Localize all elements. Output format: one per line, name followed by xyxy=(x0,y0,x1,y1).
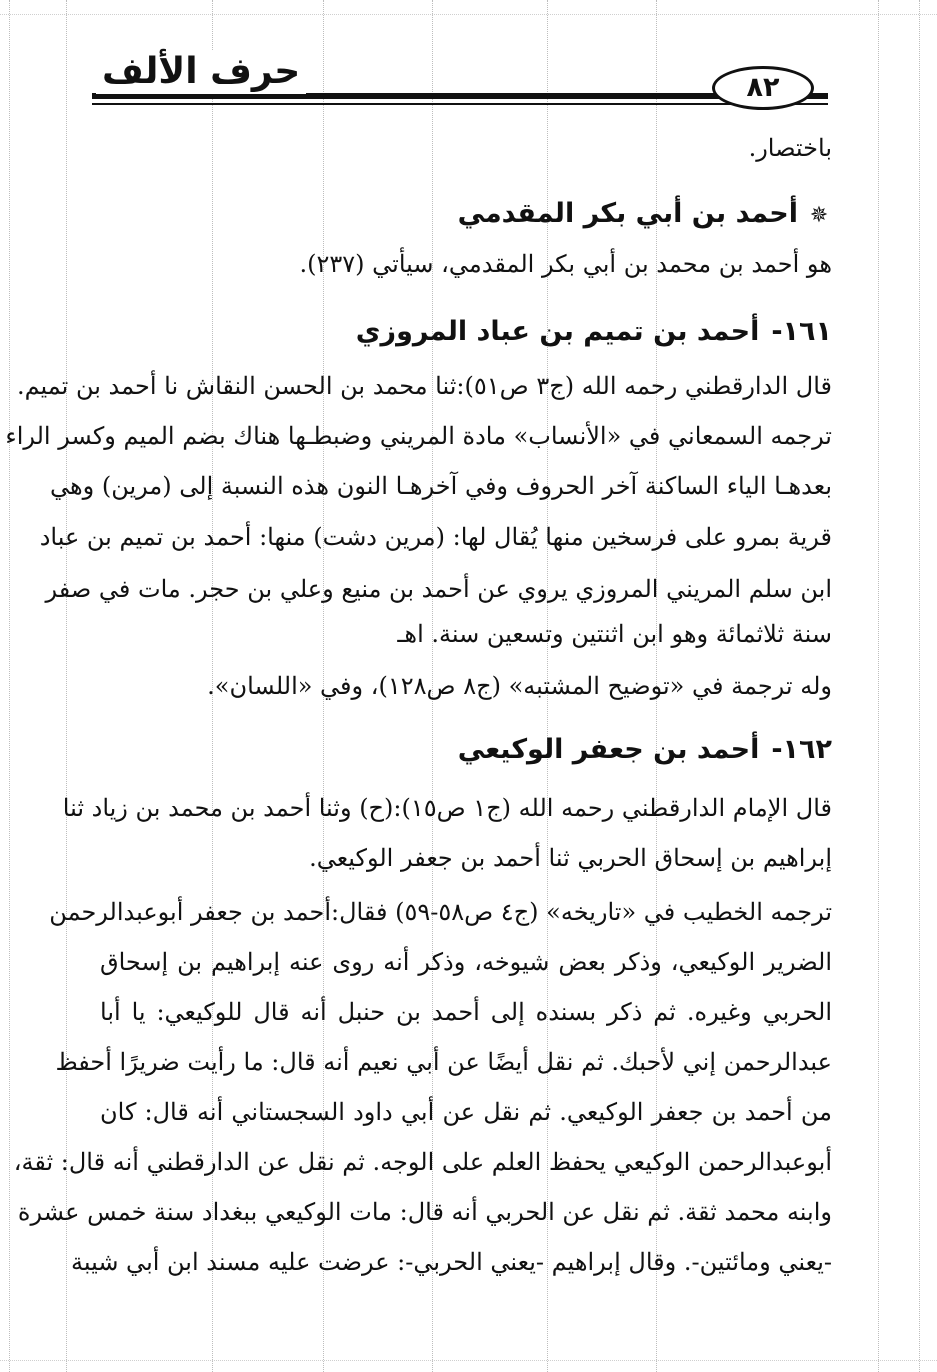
entry-162-name: أحمد بن جعفر الوكيعي xyxy=(457,734,760,765)
entry-162-line: الحربي وغيره. ثم ذكر بسنده إلى أحمد بن حنبل أنه قال للوكيعي: يا أبا xyxy=(100,998,832,1026)
entry-161-line: سنة ثلاثمائة وهو ابن اثنتين وتسعين سنة. اهـ xyxy=(397,620,832,648)
entry-162-line: ترجمه الخطيب في «تاريخه» (ج٤ ص٥٨-٥٩) فقال:أحمد بن جعفر أبوعبدالرحمن xyxy=(49,898,832,926)
entry-162-heading xyxy=(458,730,832,770)
entry-161-line: وله ترجمة في «توضيح المشتبه» (ج٨ ص١٢٨)، وفي «اللسان». xyxy=(207,672,832,700)
entry-161-number: ١٦١- xyxy=(771,316,832,347)
entry-162-line: وابنه محمد ثقة. ثم نقل عن الحربي أنه قال: مات الوكيعي ببغداد سنة خمس عشرة xyxy=(17,1198,832,1226)
entry-162-line: -يعني ومائتين-. وقال إبراهيم -يعني الحربي-: عرضت عليه مسند ابن أبي شيبة xyxy=(70,1248,832,1276)
chapter-title: حرف الألف xyxy=(96,50,306,94)
entry-162-line: عبدالرحمن إني لأحبك. ثم نقل أيضًا عن أبي نعيم أنه قال: ما رأيت ضريرًا أحفظ xyxy=(55,1048,832,1076)
previous-entry-tail: باختصار. xyxy=(748,134,832,162)
entry-162-number: ١٦٢- xyxy=(771,734,832,765)
entry-161-line: قال الدارقطني رحمه الله (ج٣ ص٥١):ثنا محمد بن الحسن النقاش نا أحمد بن تميم. xyxy=(16,372,832,400)
entry-161-line: ترجمه السمعاني في «الأنساب» مادة المريني وضبطـها هناك بضم الميم وكسر الراء xyxy=(5,422,832,450)
page-header xyxy=(92,50,828,110)
entry-161-line: بعدهـا الياء الساكنة آخر الحروف وفي آخرهـا النون هذه النسبة إلى (مرين) وهي xyxy=(49,472,832,500)
entry-161-name: أحمد بن تميم بن عباد المروزي xyxy=(355,316,760,347)
page-number: ٨٢ xyxy=(712,66,814,110)
cross-ref-heading xyxy=(458,194,832,236)
entry-162-line: إبراهيم بن إسحاق الحربي ثنا أحمد بن جعفر الوكيعي. xyxy=(309,844,832,872)
entry-161-heading xyxy=(356,312,832,352)
entry-162-line: من أحمد بن جعفر الوكيعي. ثم نقل عن أبي داود السجستاني أنه قال: كان xyxy=(100,1098,832,1126)
entry-162-line: الضرير الوكيعي، وذكر بعض شيوخه، وذكر أنه روى عنه إبراهيم بن إسحاق xyxy=(100,948,832,976)
entry-161-line: ابن سلم المريني المروزي يروي عن أحمد بن منيع وعلي بن حجر. مات في صفر xyxy=(45,575,832,603)
entry-161-line: قرية بمرو على فرسخين منها يُقال لها: (مرين دشت) منها: أحمد بن تميم بن عباد xyxy=(39,523,832,551)
header-rule-thin xyxy=(92,103,828,105)
entry-162-line: قال الإمام الدارقطني رحمه الله (ج١ ص١٥):(ح) وثنا أحمد بن محمد بن زياد ثنا xyxy=(62,794,832,822)
star-ornament-icon: ✵ xyxy=(809,203,829,228)
cross-ref-text: هو أحمد بن محمد بن أبي بكر المقدمي، سيأتي (٢٣٧). xyxy=(299,250,832,278)
entry-162-line: أبوعبدالرحمن الوكيعي يحفظ العلم على الوجه. ثم نقل عن الدارقطني أنه قال: ثقة، xyxy=(13,1148,832,1176)
cross-ref-heading-text: أحمد بن أبي بكر المقدمي xyxy=(457,198,798,229)
